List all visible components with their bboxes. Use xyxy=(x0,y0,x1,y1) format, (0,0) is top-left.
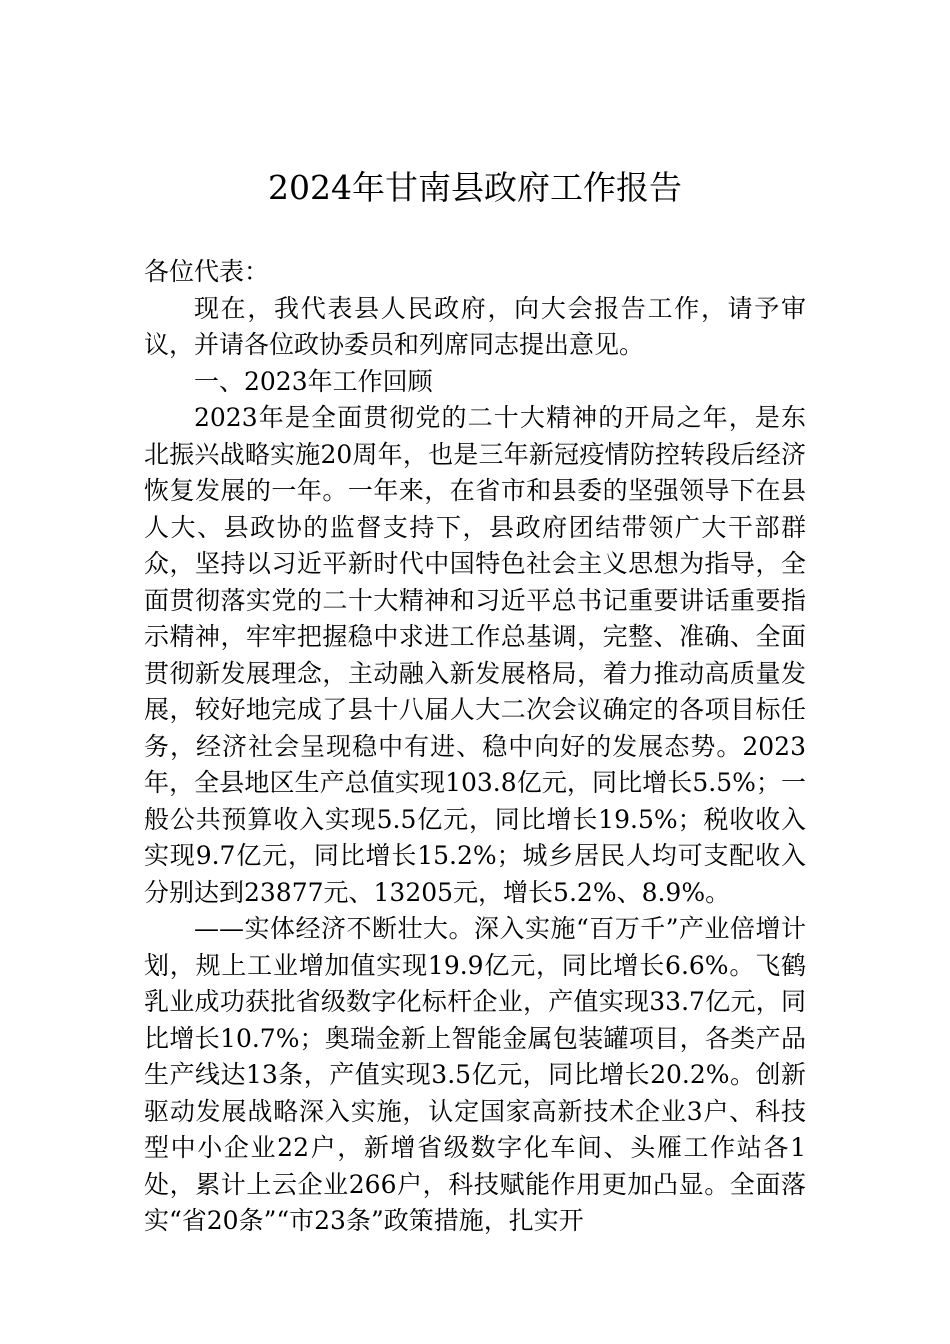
document-title: 2024年甘南县政府工作报告 xyxy=(268,168,682,207)
paragraph-economy: ——实体经济不断壮大。深入实施“百万千”产业倍增计划，规上工业增加值实现19.9亿元，同比增长6.6%。飞鹤乳业成功获批省级数字化标杆企业，产值实现33.7亿元，同比增长10.7%；奥瑞金新上智能金属包装罐项目，各类产品生产线达13条，产值实现3.5亿元，同比增长20.2%。创新驱动发展战略深入实施，认定国家高新技术企业3户、科技型中小企业22户，新增省级数字化车间、头雁工作站各1处，累计上云企业266户，科技赋能作用更加凸显。全面落实“省20条”“市23条”政策措施，扎实开 xyxy=(144,914,806,1235)
paragraph-review: 2023年是全面贯彻党的二十大精神的开局之年，是东北振兴战略实施20周年，也是三年新冠疫情防控转段后经济恢复发展的一年。一年来，在省市和县委的坚强领导下在县人大、县政协的监督支持下，县政府团结带领广大干部群众，坚持以习近平新时代中国特色社会主义思想为指导，全面贯彻落实党的二十大精神和习近平总书记重要讲话重要指示精神，牢牢把握稳中求进工作总基调，完整、准确、全面贯彻新发展理念，主动融入新发展格局，着力推动高质量发展，较好地完成了县十八届人大二次会议确定的各项目标任务，经济社会呈现稳中有进、稳中向好的发展态势。2023年，全县地区生产总值实现103.8亿元，同比增长5.5%；一般公共预算收入实现5.5亿元，同比增长19.5%；税收收入实现9.7亿元，同比增长15.2%；城乡居民人均可支配收入分别达到23877元、13205元，增长5.2%、8.9%。 xyxy=(144,403,806,907)
paragraph-intro: 现在，我代表县人民政府，向大会报告工作，请予审议，并请各位政协委员和列席同志提出意见。 xyxy=(144,293,806,359)
salutation: 各位代表： xyxy=(144,257,270,286)
section-heading: 一、2023年工作回顾 xyxy=(194,366,433,396)
document-body xyxy=(144,254,806,1240)
